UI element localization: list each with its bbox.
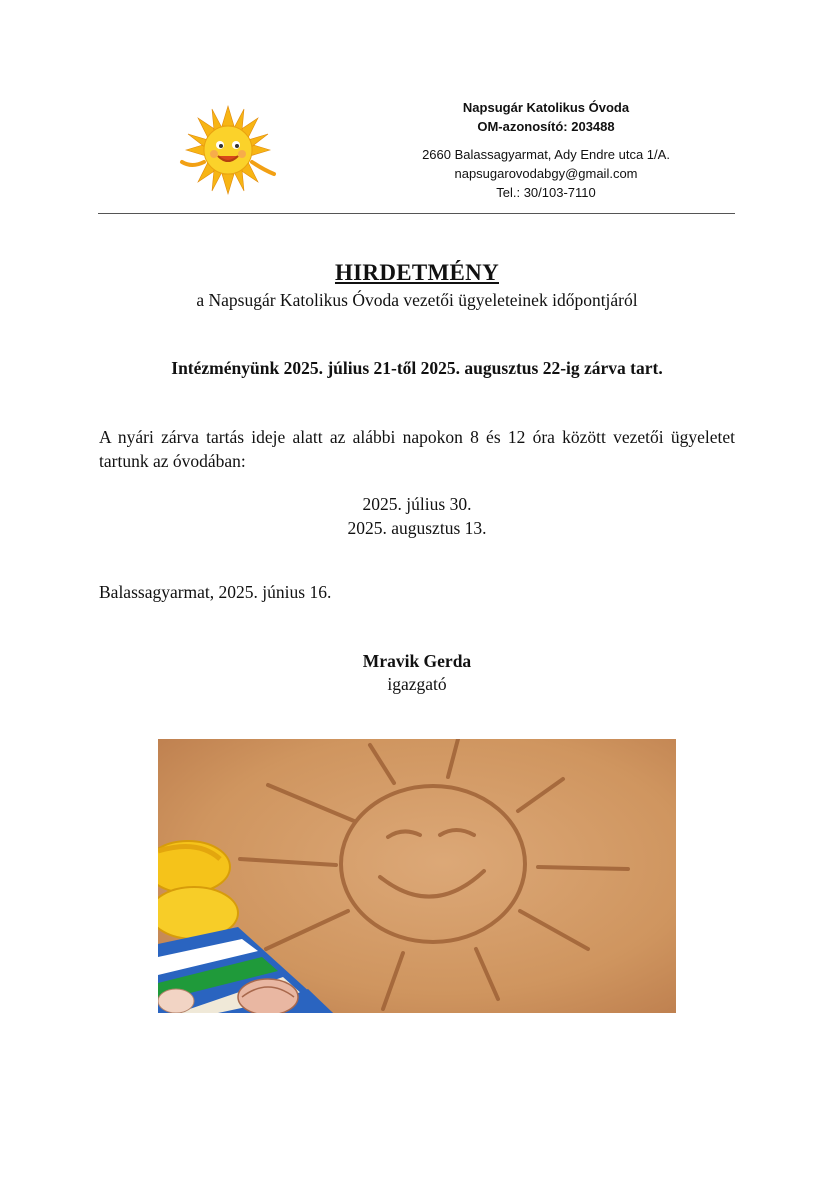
page-subtitle: a Napsugár Katolikus Óvoda vezetői ügyeleteinek időpontjáról <box>196 290 638 310</box>
duty-date: 2025. augusztus 13. <box>347 518 487 538</box>
header-divider <box>98 213 735 214</box>
duty-dates <box>0 492 834 540</box>
email: napsugarovodabgy@gmail.com <box>454 166 638 181</box>
institution-name: Napsugár Katolikus Óvoda <box>462 100 630 115</box>
om-id: OM-azonosító: 203488 <box>477 119 615 134</box>
sun-logo-icon <box>176 104 280 196</box>
page-title: HIRDETMÉNY <box>334 260 499 285</box>
sand-sun-photo <box>158 739 676 1013</box>
duty-date: 2025. július 30. <box>362 494 472 514</box>
address: 2660 Balassagyarmat, Ady Endre utca 1/A. <box>422 147 670 162</box>
intro-paragraph: A nyári zárva tartás ideje alatt az alábbi napokon 8 és 12 óra között vezetői ügyeletet tartunk az óvodában: <box>99 427 735 471</box>
closure-statement: Intézményünk 2025. július 21-től 2025. augusztus 22-ig zárva tart. <box>171 358 663 378</box>
signer-role: igazgató <box>387 674 447 694</box>
place-and-date: Balassagyarmat, 2025. június 16. <box>99 582 332 602</box>
institution-header <box>360 98 732 202</box>
phone: Tel.: 30/103-7110 <box>496 185 596 200</box>
signer-name: Mravik Gerda <box>362 651 472 671</box>
